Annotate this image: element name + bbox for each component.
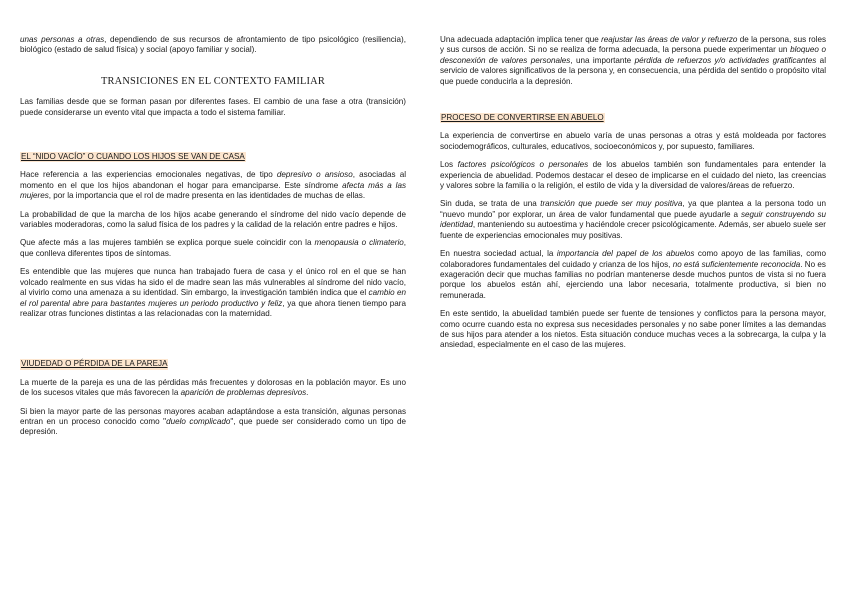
paragraph-nido-definicion: Hace referencia a las experiencias emocionales negativas, de tipo depresivo o ansioso, asociadas al momento en el que los hijos abandonan el hogar para emanciparse. Este síndrome afecta más a las mujeres, por la importancia que el rol de madre presenta en las identidades de muchas de ellas. xyxy=(20,170,406,201)
paragraph-adaptacion: Una adecuada adaptación implica tener que reajustar las áreas de valor y refuerzo de la persona, sus roles y sus cursos de acción. Si no se realiza de forma adecuada, la persona puede experimentar un bloqueo o desconexión de valores personales, una importante pérdida de refuerzos y/o actividades gratificantes al servicio de valores significativos de la persona y, en consecuencia, una pérdida del sentido o propósito vital que puede conducirla a la depresión. xyxy=(440,35,827,86)
heading-viudedad-wrap xyxy=(20,359,406,377)
paragraph-abuelo-sociedad: En nuestra sociedad actual, la importancia del papel de los abuelos como apoyo de las familias, como colaboradores fundamentales del cuidado y crianza de los hijos, no está suficientemente reconocida. No es exageración decir que muchas familias no podrían mantenerse desde muchos puntos de vista si no fuera porque los abuelos están ahí, ejerciendo una labor necesaria, totalmente productiva, si bien no remunerada. xyxy=(440,249,826,300)
paragraph-nido-probabilidad: La probabilidad de que la marcha de los hijos acabe generando el síndrome del nido vacío depende de variables moderadoras, como la salud física de los padres y la calidad de la relación entre padres e hijos. xyxy=(20,209,406,230)
paragraph-abuelo-factores: Los factores psicológicos o personales de los abuelos también son fundamentales para entender la experiencia de abuelidad. Podemos destacar el deseo de implicarse en el cuidado del nieto, las creencias y valores sobre la familia o la religión, el estilo de vida y la diversidad de valores/áreas de refuerzo. xyxy=(440,160,826,191)
paragraph-resiliencia: unas personas a otras, dependiendo de sus recursos de afrontamiento de tipo psicológico (resiliencia), biológico (estado de salud física) y social (apoyo familiar y social). xyxy=(20,35,406,55)
heading-abuelo: PROCESO DE CONVERTIRSE EN ABUELO xyxy=(441,113,604,123)
heading-viudedad: VIUDEDAD O PÉRDIDA DE LA PAREJA xyxy=(21,359,168,369)
paragraph-familias: Las familias desde que se forman pasan por diferentes fases. El cambio de una fase a otra (transición) puede considerarse un evento vital que impacta a todo el sistema familiar. xyxy=(20,97,406,117)
paragraph-viudedad-muerte: La muerte de la pareja es una de las pérdidas más frecuentes y dolorosas en la población mayor. Es uno de los sucesos vitales que más favorecen la aparición de problemas depresivos. xyxy=(20,377,406,398)
heading-nido-vacio: EL “NIDO VACÍO” O CUANDO LOS HIJOS SE VAN DE CASA xyxy=(21,152,245,162)
heading-abuelo-wrap xyxy=(440,113,826,131)
paragraph-abuelo-tensiones: En este sentido, la abuelidad también puede ser fuente de tensiones y conflictos para la persona mayor, como ocurre cuando esta no expresa sus necesidades personales y no sabe poner límites a las demandas de sus hijos para atender a los nietos. Esta situación conduce muchas veces a la sobrecarga, la culpa y la ansiedad, especialmente en el caso de las mujeres. xyxy=(440,309,826,350)
paragraph-abuelo-experiencia: La experiencia de convertirse en abuelo varía de unas personas a otras y está moldeada por factores sociodemográficos, culturales, educativos, socioeconómicos y, por supuesto, familiares. xyxy=(440,131,826,151)
heading-nido-vacio-wrap xyxy=(20,152,406,170)
paragraph-abuelo-positiva: Sin duda, se trata de una transición que puede ser muy positiva, ya que plantea a la persona todo un “nuevo mundo” por explorar, un área de valor fundamental que puede ayudarle a seguir construyendo su identidad, manteniendo su autoestima y haciéndole crecer psicológicamente. Además, ser abuelo suele ser fuente de experiencias emocionales muy positivas. xyxy=(440,199,826,240)
paragraph-nido-menopausia: Que afecte más a las mujeres también se explica porque suele coincidir con la menopausia o climaterio, que conlleva diferentes tipos de síntomas. xyxy=(20,238,406,258)
right-column xyxy=(440,35,826,359)
paragraph-viudedad-duelo: Si bien la mayor parte de las personas mayores acaban adaptándose a esta transición, algunas personas entran en un proceso conocido como "duelo complicado", que puede ser considerado como un tipo de depresión. xyxy=(20,406,407,437)
paragraph-nido-mujeres: Es entendible que las mujeres que nunca han trabajado fuera de casa y el único rol en el que se han volcado realmente en sus vidas ha sido el de madre sean las más vulnerables al síndrome del nido vacío, al vivirlo como una amenaza a su identidad. Sin embargo, la investigación también indica que el cambio en el rol parental abre para bastantes mujeres un periodo productivo y feliz, ya que ahora tienen tiempo para realizar otras funciones distintas a las relacionadas con la maternidad. xyxy=(20,267,407,318)
left-column xyxy=(20,35,406,446)
section-title-transiciones: TRANSICIONES EN EL CONTEXTO FAMILIAR xyxy=(100,75,326,87)
